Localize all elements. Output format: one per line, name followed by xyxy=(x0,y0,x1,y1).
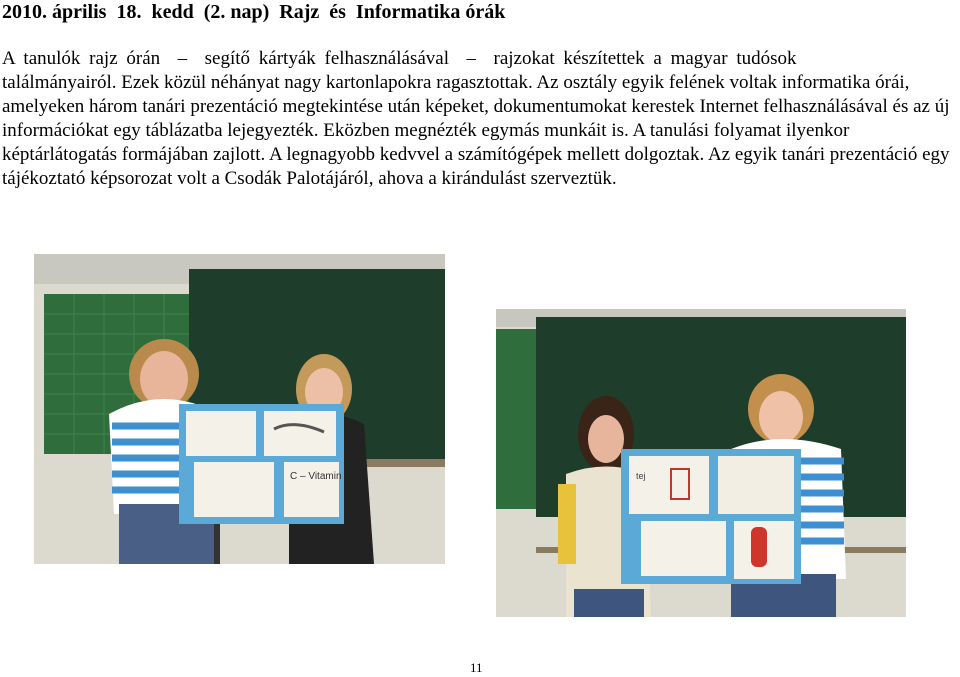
right-poster-caption: tej xyxy=(636,471,646,481)
page-heading: 2010. április 18. kedd (2. nap) Rajz és Informatika órák xyxy=(2,1,506,23)
page-number: 11 xyxy=(470,660,483,675)
photo-left-image xyxy=(34,254,445,564)
green-grid-board-right xyxy=(496,329,536,509)
paragraph-rest: találmányairól. Ezek közül néhányat nagy kartonlapokra ragasztottak. Az osztály egyik felének voltak informatika órái, amelyeken három tanári prezentáció megtekintése után képeket, dokumentumokat kerestek Internet felhasználásával és az új információkat egy táblázatba lejegyezték. Eközben megnézték egymás munkáit is. A tanulási folyamat ilyenkor képtárlátogatás formájában zajlott. A legnagyobb kedvvel a számítógépek mellett dolgoztak. Az egyik tanári prezentáció egy tájékoztató képsorozat volt a Csodák Palotájáról, ahova a kirándulást szerveztük. xyxy=(2,72,950,189)
photo-right-image xyxy=(496,309,906,617)
left-poster-caption: C – Vitamin xyxy=(290,471,342,482)
paragraph-line-1: A tanulók rajz órán – segítő kártyák felhasználásával – rajzokat készítettek a magyar tudósok xyxy=(2,48,797,69)
photo-right xyxy=(496,309,906,617)
photo-left xyxy=(34,254,445,564)
body-paragraph xyxy=(2,47,958,191)
